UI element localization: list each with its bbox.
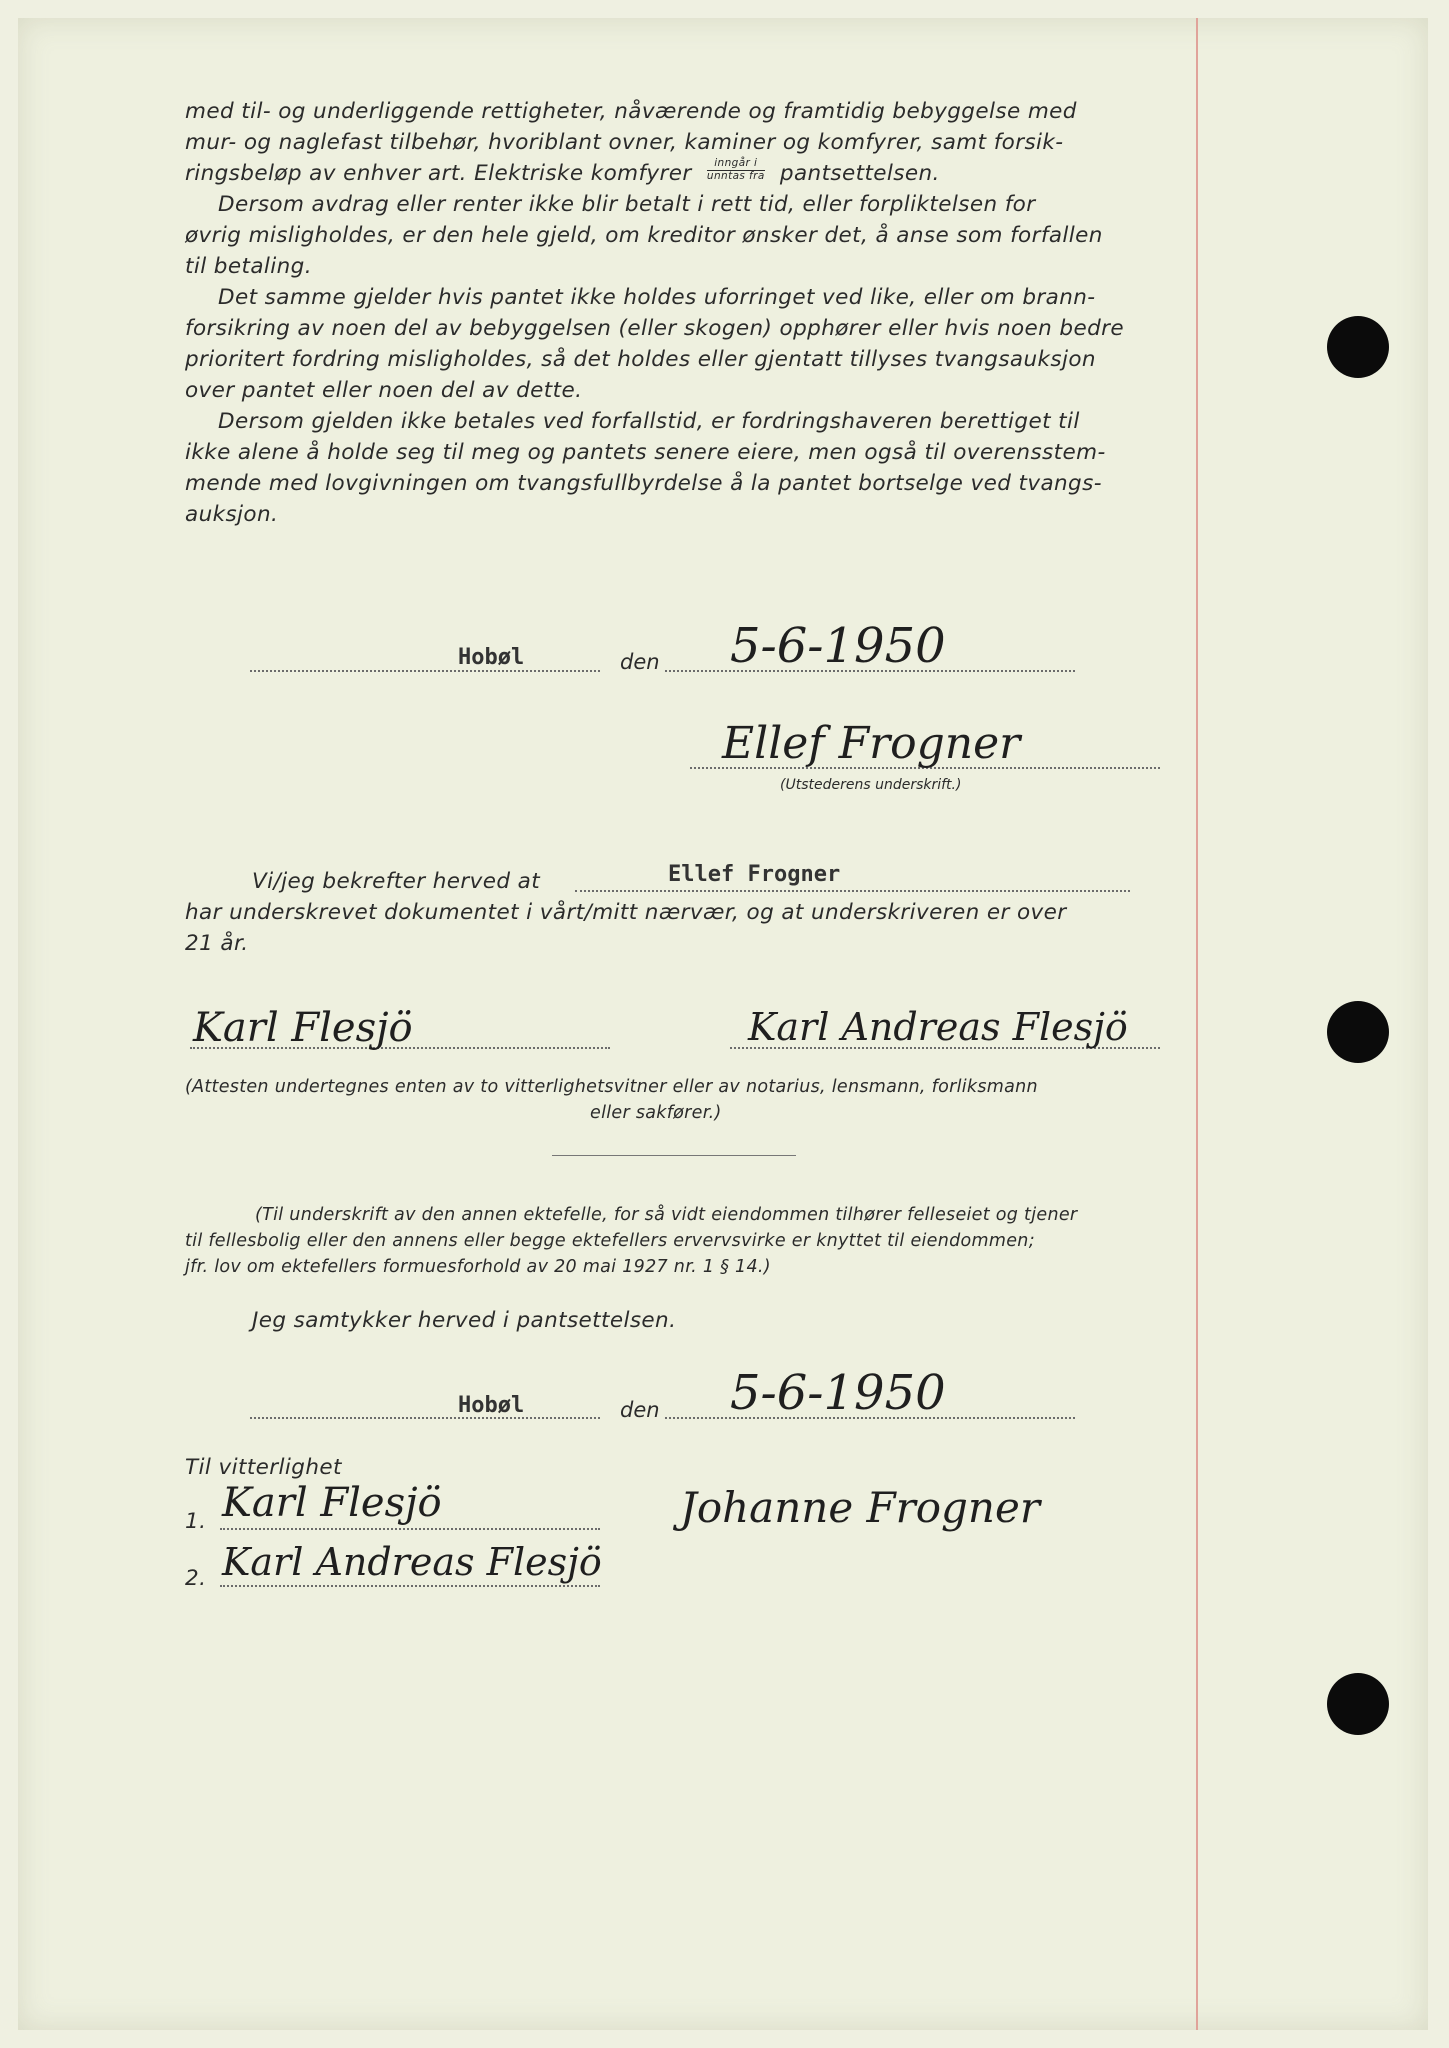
dotted-line	[220, 1528, 600, 1530]
body-line: forsikring av noen del av bebyggelsen (eller skogen) opphører eller hvis noen bedre	[185, 316, 1125, 341]
body-line: prioritert fordring misligholdes, så det holdes eller gjentatt tillyses tvangsauksjon	[185, 347, 1096, 372]
body-line: med til- og underliggende rettigheter, nåværende og framtidig bebyggelse med	[185, 99, 1077, 124]
dotted-line	[220, 1585, 600, 1587]
body-line: til betaling.	[185, 254, 312, 279]
body-text: pantsettelsen.	[779, 161, 940, 186]
body-line: har underskrevet dokumentet i vårt/mitt nærvær, og at underskriveren er over	[185, 900, 1067, 925]
body-line: ikke alene å holde seg til meg og pantets senere eiere, men også til overensstem-	[185, 440, 1106, 465]
den-label: den	[620, 650, 660, 674]
separator	[552, 1155, 796, 1156]
date-field: 5-6-1950	[730, 1365, 946, 1421]
punch-hole	[1327, 1001, 1389, 1063]
body-line: 21 år.	[185, 931, 249, 956]
body-line: over pantet eller noen del av dette.	[185, 378, 583, 403]
witness-number: 2.	[185, 1566, 207, 1591]
body-line: mur- og naglefast tilbehør, hvoriblant ovner, kaminer og komfyrer, samt forsik-	[185, 130, 1064, 155]
body-line: mende med lovgivningen om tvangsfullbyrdelse å la pantet bortselge ved tvangs-	[185, 471, 1102, 496]
issuer-caption: (Utstederens underskrift.)	[780, 777, 962, 793]
spouse-signature: Johanne Frogner	[680, 1483, 1040, 1532]
dotted-line	[575, 890, 1130, 892]
witness-signature: Karl Flesjö	[193, 1005, 413, 1051]
body-line: Dersom gjelden ikke betales ved forfallstid, er fordringshaveren berettiget til	[218, 409, 1080, 434]
body-text: ringsbeløp av enhver art. Elektriske komfyrer	[185, 161, 692, 186]
body-line	[185, 158, 940, 189]
punch-hole	[1327, 316, 1389, 378]
dotted-line	[250, 670, 600, 672]
attest-note: (Attesten undertegnes enten av to vitterlighetsvitner eller av notarius, lensmann, forliksmann	[185, 1077, 1038, 1097]
punch-hole	[1327, 1673, 1389, 1735]
body-line: auksjon.	[185, 502, 279, 527]
body-line: Dersom avdrag eller renter ikke blir betalt i rett tid, eller forpliktelsen for	[218, 192, 1036, 217]
body-line: øvrig misligholdes, er den hele gjeld, om kreditor ønsker det, å anse som forfallen	[185, 223, 1103, 248]
dotted-line	[250, 1417, 600, 1419]
spouse-note: til fellesbolig eller den annens eller begge ektefellers ervervsvirke er knyttet til eiendommen;	[185, 1231, 1035, 1251]
place-field: Hobøl	[458, 645, 525, 670]
den-label: den	[620, 1398, 660, 1422]
body-line: Det samme gjelder hvis pantet ikke holdes uforringet ved like, eller om brann-	[218, 285, 1096, 310]
confirm-name: Ellef Frogner	[668, 862, 841, 887]
fraction-top: inngår i	[707, 158, 765, 171]
vitterlighet-label: Til vitterlighet	[185, 1455, 342, 1480]
fraction-bottom: unntas fra	[706, 170, 765, 182]
witness-signature: Karl Andreas Flesjö	[748, 1005, 1128, 1049]
place-field: Hobøl	[458, 1393, 525, 1418]
spouse-note: (Til underskrift av den annen ektefelle, for så vidt eiendommen tilhører felleseiet og tjener	[255, 1205, 1078, 1225]
margin-rule	[1196, 18, 1198, 2030]
spouse-note: jfr. lov om ektefellers formuesforhold av 20 mai 1927 nr. 1 § 14.)	[185, 1257, 771, 1277]
consent-text: Jeg samtykker herved i pantsettelsen.	[252, 1308, 677, 1333]
date-field: 5-6-1950	[730, 618, 946, 674]
attest-note: eller sakfører.)	[590, 1103, 722, 1123]
vitterlighet-signature: Karl Andreas Flesjö	[222, 1540, 602, 1584]
vitterlighet-signature: Karl Flesjö	[222, 1480, 442, 1526]
confirm-prefix: Vi/jeg bekrefter herved at	[252, 869, 541, 894]
witness-number: 1.	[185, 1509, 207, 1534]
fraction-note	[707, 158, 765, 182]
issuer-signature: Ellef Frogner	[722, 718, 1021, 769]
